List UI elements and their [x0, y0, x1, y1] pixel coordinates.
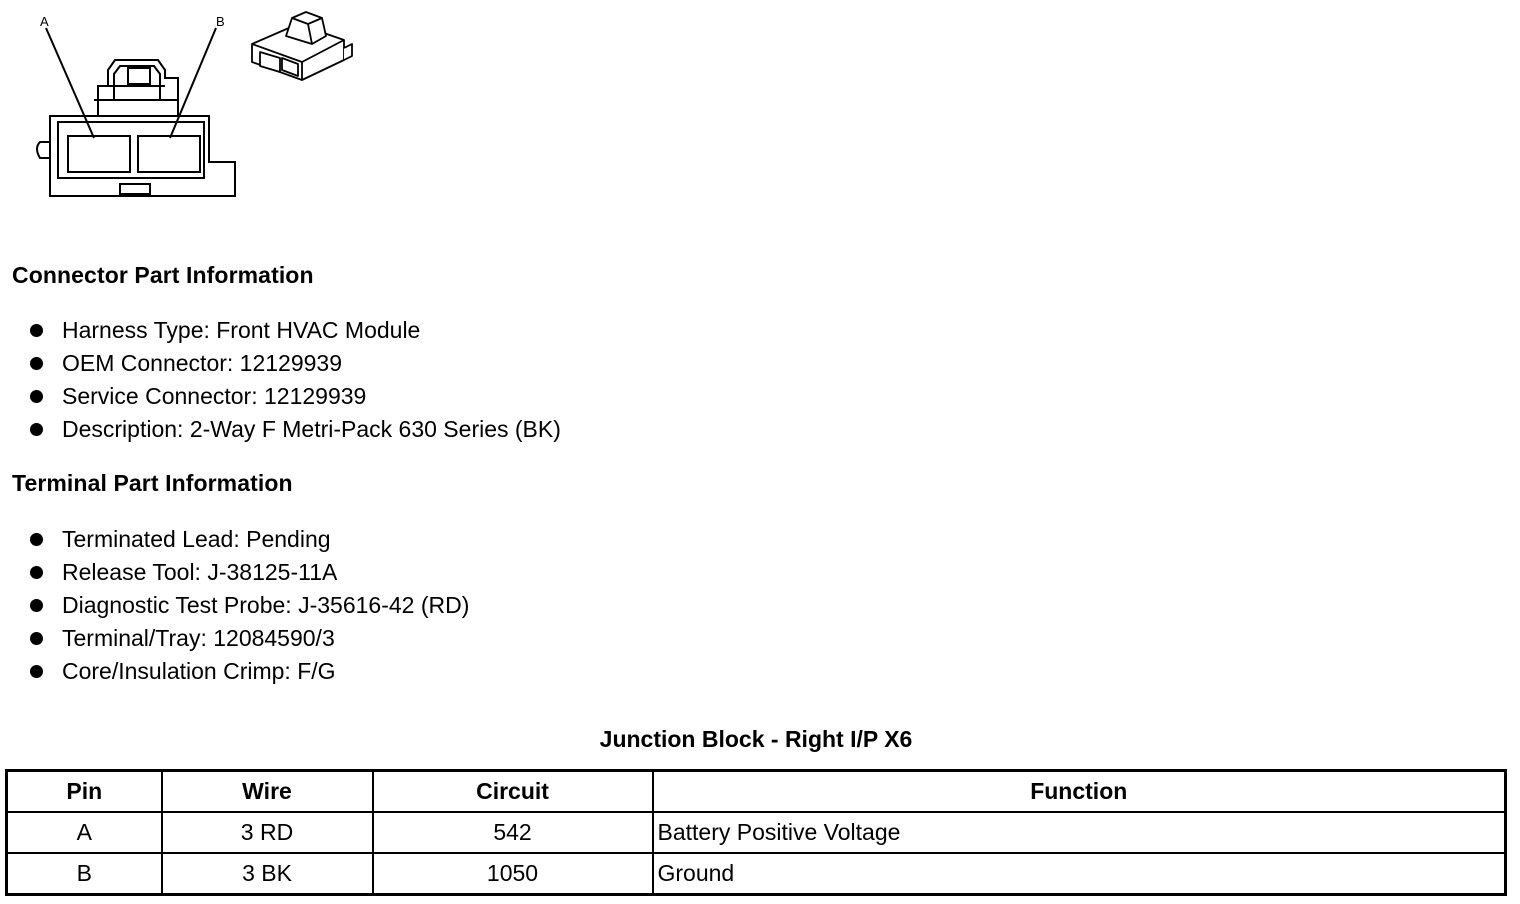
- connector-left-ear: [37, 142, 50, 158]
- connector-part-info-title: Connector Part Information: [12, 262, 314, 288]
- table-header-row: [7, 771, 1506, 813]
- list-item: Harness Type: Front HVAC Module: [28, 314, 561, 347]
- header-function: Function: [653, 771, 1506, 813]
- connector-isometric-diagram: [246, 10, 358, 88]
- table-row: [7, 853, 1506, 895]
- cell-circuit: 542: [373, 812, 653, 853]
- pin-label-a: A: [40, 14, 49, 29]
- list-item: Terminated Lead: Pending: [28, 523, 469, 556]
- table-row: [7, 812, 1506, 853]
- terminal-info-list: [28, 523, 469, 688]
- table-title: Junction Block - Right I/P X6: [599, 726, 913, 752]
- connector-front-view-diagram: [28, 12, 243, 204]
- list-item: Service Connector: 12129939: [28, 380, 561, 413]
- cell-pin: B: [7, 853, 162, 895]
- connector-bottom-key: [120, 184, 150, 194]
- pin-table: [5, 769, 1507, 896]
- list-item: Terminal/Tray: 12084590/3: [28, 622, 469, 655]
- list-item: OEM Connector: 12129939: [28, 347, 561, 380]
- connector-info-list: [28, 314, 561, 446]
- cell-pin: A: [7, 812, 162, 853]
- list-item: Diagnostic Test Probe: J-35616-42 (RD): [28, 589, 469, 622]
- pin-label-b: B: [216, 14, 225, 29]
- header-pin: Pin: [7, 771, 162, 813]
- header-wire: Wire: [162, 771, 373, 813]
- cell-wire: 3 RD: [162, 812, 373, 853]
- cavity-a: [68, 136, 130, 172]
- header-circuit: Circuit: [373, 771, 653, 813]
- list-item: Core/Insulation Crimp: F/G: [28, 655, 469, 688]
- cavity-b: [138, 136, 200, 172]
- cell-circuit: 1050: [373, 853, 653, 895]
- cell-function: Battery Positive Voltage: [653, 812, 1506, 853]
- connector-latch-window: [128, 68, 150, 84]
- terminal-part-info-title: Terminal Part Information: [12, 470, 293, 496]
- list-item: Description: 2-Way F Metri-Pack 630 Series (BK): [28, 413, 561, 446]
- cell-wire: 3 BK: [162, 853, 373, 895]
- list-item: Release Tool: J-38125-11A: [28, 556, 469, 589]
- cell-function: Ground: [653, 853, 1506, 895]
